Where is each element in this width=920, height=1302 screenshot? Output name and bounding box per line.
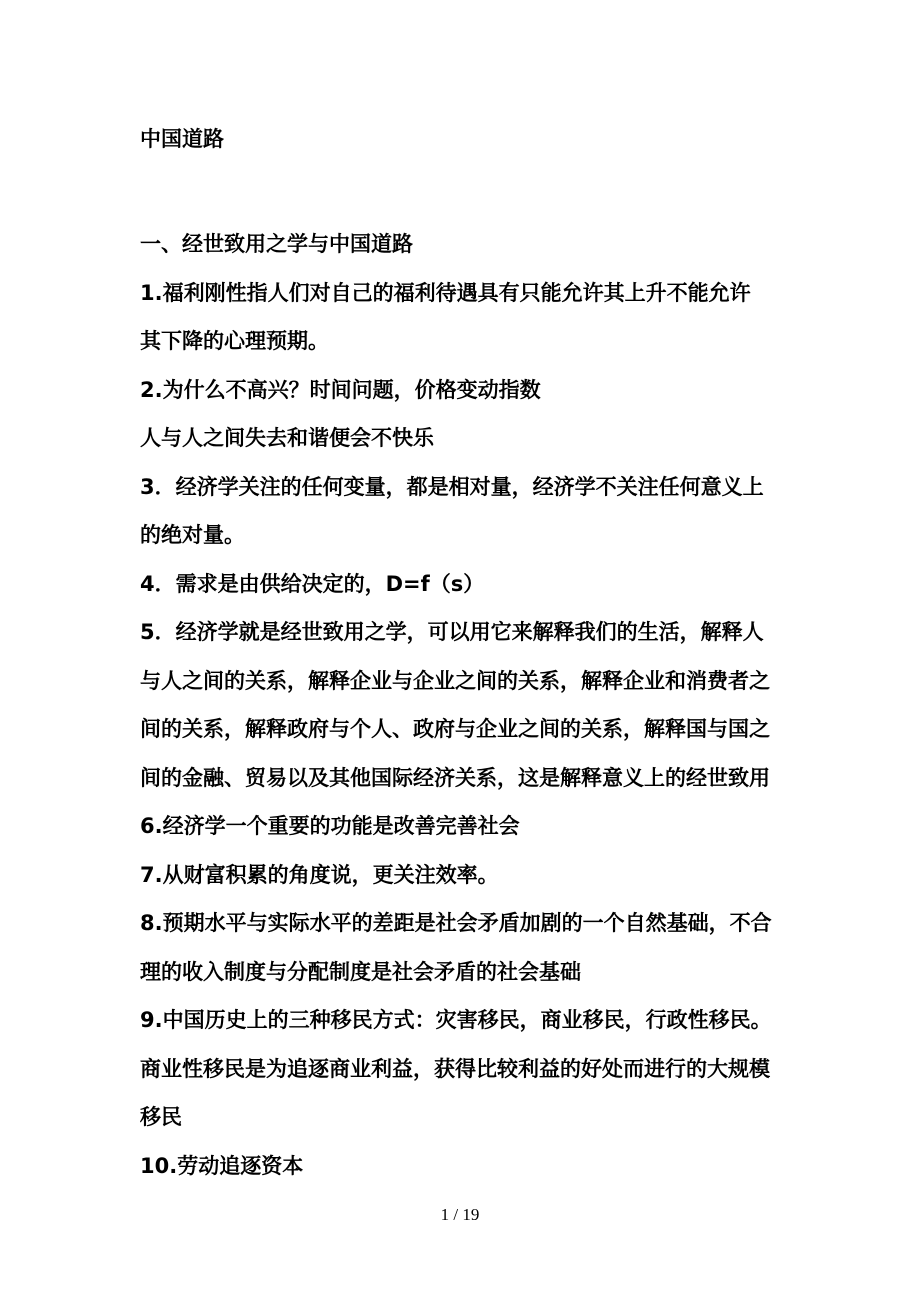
paragraph-line: 理的收入制度与分配制度是社会矛盾的社会基础 xyxy=(140,959,581,984)
paragraph-line: 与人之间的关系，解释企业与企业之间的关系，解释企业和消费者之 xyxy=(140,668,770,693)
paragraph-line: 间的关系，解释政府与个人、政府与企业之间的关系，解释国与国之 xyxy=(140,717,770,741)
paragraph-line: 3．经济学关注的任何变量，都是相对量，经济学不关注任何意义上 xyxy=(140,474,764,499)
paragraph-line: 9.中国历史上的三种移民方式：灾害移民，商业移民，行政性移民。 xyxy=(140,1008,772,1032)
paragraph-line: 间的金融、贸易以及其他国际经济关系，这是解释意义上的经世致用 xyxy=(140,765,770,790)
page-number: 1 / 19 xyxy=(440,1205,480,1224)
paragraph-line: 的绝对量。 xyxy=(140,523,245,547)
paragraph-line: 4．需求是由供给决定的，D=f（s） xyxy=(140,571,485,596)
paragraph-line: 5．经济学就是经世致用之学，可以用它来解释我们的生活，解释人 xyxy=(140,620,764,644)
document-body xyxy=(140,220,786,1190)
paragraph-line: 1.福利刚性指人们对自己的福利待遇具有只能允许其上升不能允许 xyxy=(140,280,751,305)
paragraph-line: 7.从财富积累的角度说，更关注效率。 xyxy=(140,862,499,887)
paragraph-line: 6.经济学一个重要的功能是改善完善社会 xyxy=(140,814,520,838)
paragraph-line: 10.劳动追逐资本 xyxy=(140,1153,304,1178)
paragraph-line: 2.为什么不高兴？时间问题，价格变动指数 xyxy=(140,377,541,402)
paragraph-line: 其下降的心理预期。 xyxy=(140,329,329,353)
paragraph-line: 人与人之间失去和谐便会不快乐 xyxy=(140,426,434,450)
paragraph-line: 8.预期水平与实际水平的差距是社会矛盾加剧的一个自然基础，不合 xyxy=(140,911,772,935)
section-heading: 一、经世致用之学与中国道路 xyxy=(140,232,413,256)
paragraph-line: 商业性移民是为追逐商业利益，获得比较利益的好处而进行的大规模 xyxy=(140,1056,770,1081)
document-title: 中国道路 xyxy=(140,127,224,151)
paragraph-line: 移民 xyxy=(140,1105,182,1129)
